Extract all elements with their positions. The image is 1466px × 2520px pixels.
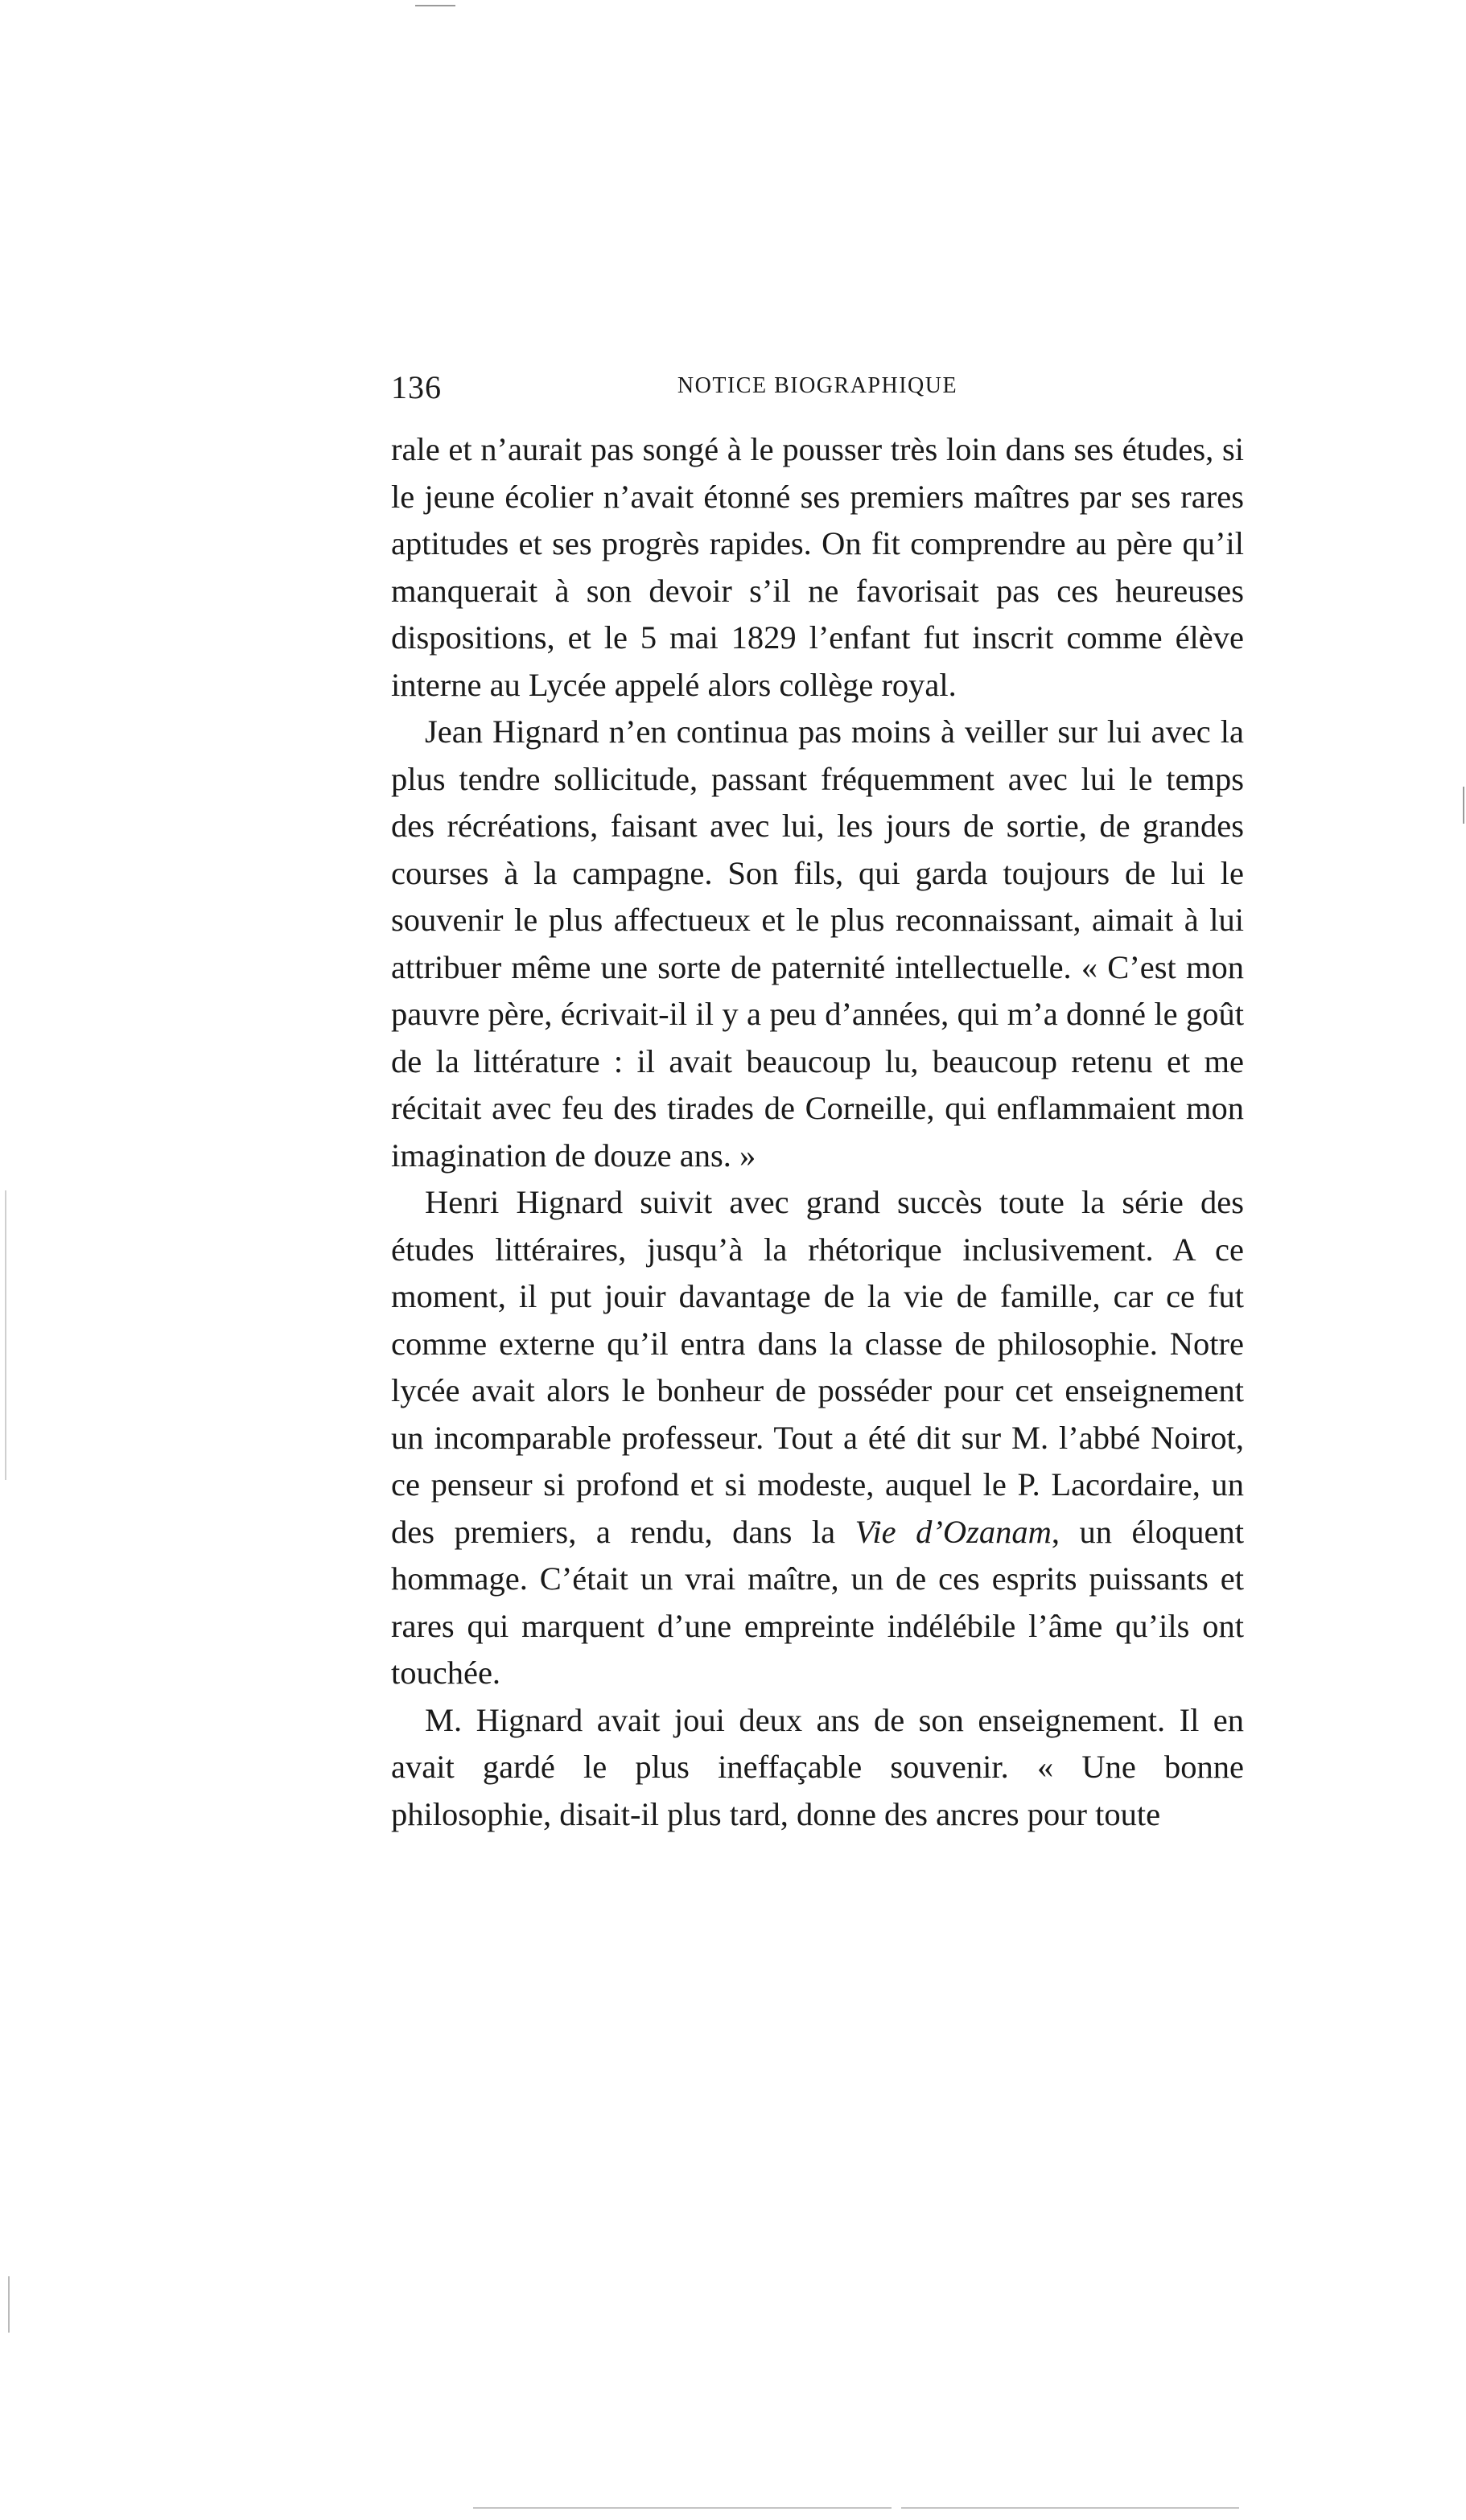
- paragraph: Jean Hignard n’en continua pas moins à veiller sur lui avec la plus tendre sollicitude, passant fréquemment avec lui le temps des récréations, faisant avec lui, les jours de sortie, de grandes courses à la campagne. Son fils, qui garda toujours de lui le souvenir le plus affectueux et le plus reconnaissant, aimait à lui attribuer même une sorte de paternité intellectuelle. « C’est mon pauvre père, écrivait-il il y a peu d’années, qui m’a donné le goût de la littérature : il avait beaucoup lu, beaucoup retenu et me récitait avec feu des tirades de Corneille, qui enflammaient mon imagination de douze ans. »: [391, 713, 1244, 1174]
- page-header: [391, 368, 1244, 410]
- paragraph: [391, 1179, 1244, 1697]
- scan-mark: [473, 2507, 892, 2509]
- paragraph: M. Hignard avait joui deux ans de son enseignement. Il en avait gardé le plus ineffaçable souvenir. « Une bonne philosophie, disait-il plus tard, donne des ancres pour toute: [391, 1701, 1244, 1832]
- paragraph-text: Henri Hignard suivit avec grand succès toute la série des études littéraires, jusqu’à la rhétorique inclusivement. A ce moment, il put jouir davantage de la vie de famille, car ce fut comme externe qu’il entra dans la classe de philosophie. Notre lycée avait alors le bonheur de posséder pour cet enseignement un incomparable professeur. Tout a été dit sur M. l’abbé Noirot, ce penseur si profond et si modeste, auquel le P. Lacordaire, un des premiers, a rendu, dans la: [391, 1184, 1244, 1550]
- scan-mark: [415, 5, 455, 6]
- paragraph-text: , un éloquent hommage. C’était un vrai maître, un de ces esprits puissants et rares qui marquent d’une empreinte indélébile l’âme qu’ils ont touchée.: [391, 1513, 1244, 1691]
- scan-mark: [5, 1190, 6, 1480]
- scan-mark: [8, 2276, 10, 2333]
- scan-mark: [901, 2507, 1239, 2509]
- scan-mark: [1463, 787, 1464, 824]
- page-number: 136: [391, 369, 442, 405]
- body-text: [391, 426, 1244, 1838]
- running-title: NOTICE BIOGRAPHIQUE: [677, 373, 958, 398]
- paragraph: rale et n’aurait pas songé à le pousser très loin dans ses études, si le jeune écolier n’avait étonné ses premiers maîtres par ses rares aptitudes et ses progrès rapides. On fit comprendre au père qu’il manquerait à son devoir s’il ne favorisait pas ces heureuses dispositions, et le 5 mai 1829 l’enfant fut inscrit comme élève interne au Lycée appelé alors collège royal.: [391, 431, 1244, 703]
- book-title: Vie d’Ozanam: [854, 1513, 1052, 1550]
